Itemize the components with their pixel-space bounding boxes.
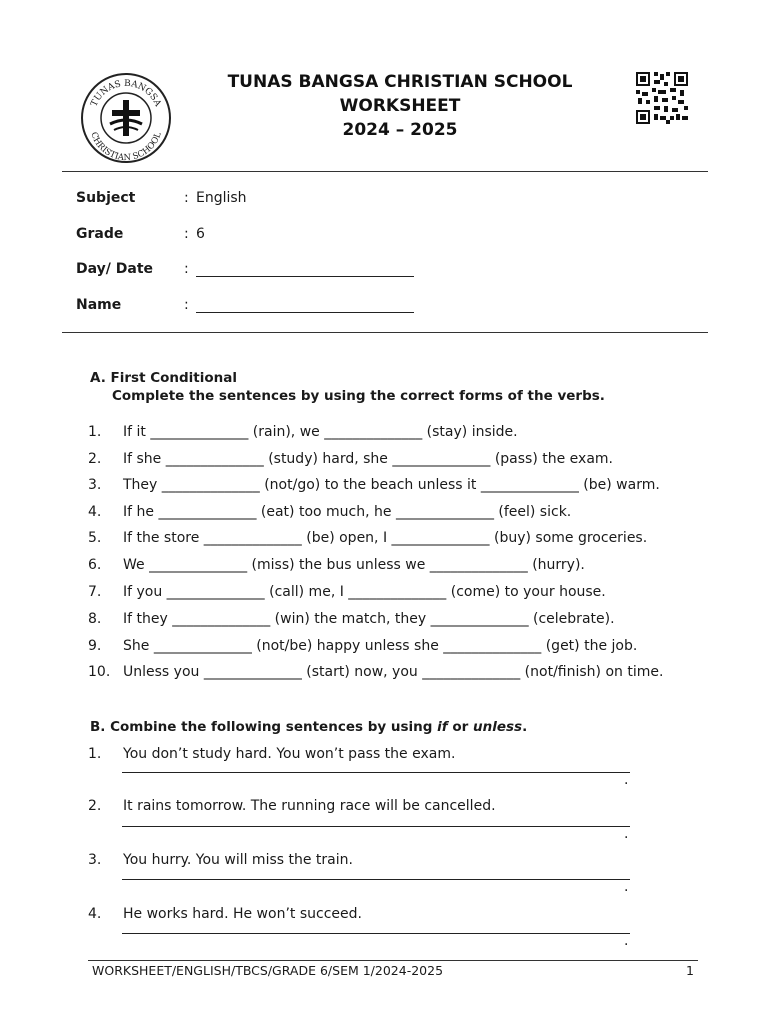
item-text: If you ______________ (call) me, I ______________ (come) to your house. [123,584,606,600]
answer-end-mark: . [624,772,629,788]
grade-label: Grade [76,226,124,242]
item-text: You don’t study hard. You won’t pass the exam. [123,746,456,762]
item-text: He works hard. He won’t succeed. [123,906,362,922]
school-logo [80,72,172,164]
doc-type: WORKSHEET [339,96,461,116]
grade-colon: : [184,226,189,242]
svg-text:TUNAS BANGSA: TUNAS BANGSA [89,78,163,109]
section-a-item [88,611,708,631]
item-text: They ______________ (not/go) to the beach unless it ______________ (be) warm. [123,477,660,493]
answer-line[interactable] [122,826,630,827]
section-a-item [88,424,708,444]
item-text: If they ______________ (win) the match, they ______________ (celebrate). [123,611,615,627]
item-number: 10. [88,664,111,680]
section-b-item [88,746,708,766]
section-b-heading-or: or [447,719,473,735]
date-row [76,261,676,281]
section-b-item [88,906,708,926]
grade-value: 6 [196,226,205,242]
section-a-item [88,557,708,577]
item-text: If it ______________ (rain), we ______________ (stay) inside. [123,424,518,440]
section-b-heading-end: . [522,719,528,735]
section-a-item [88,451,708,471]
section-a-instruction: Complete the sentences by using the correct forms of the verbs. [112,388,605,404]
date-input-line[interactable] [196,276,414,277]
header-title-block [200,70,600,142]
section-a-item [88,584,708,604]
qr-code-icon [636,72,688,124]
section-b-heading-unless: unless [472,719,523,735]
item-number: 3. [88,477,102,493]
item-text: If the store ______________ (be) open, I ______________ (buy) some groceries. [123,530,648,546]
svg-text:CHRISTIAN SCHOOL: CHRISTIAN SCHOOL [88,130,164,164]
item-number: 4. [88,504,102,520]
item-number: 3. [88,852,102,868]
item-text: She ______________ (not/be) happy unless she ______________ (get) the job. [123,638,638,654]
name-label: Name [76,297,122,313]
answer-end-mark: . [624,879,629,895]
item-number: 1. [88,746,102,762]
section-a-item [88,664,708,684]
item-number: 5. [88,530,102,546]
item-number: 7. [88,584,102,600]
subject-label: Subject [76,190,136,206]
item-text: You hurry. You will miss the train. [123,852,353,868]
answer-line[interactable] [122,879,630,880]
item-number: 2. [88,451,102,467]
section-b-item [88,798,708,818]
item-text: If she ______________ (study) hard, she ______________ (pass) the exam. [123,451,613,467]
item-text: We ______________ (miss) the bus unless we ______________ (hurry). [123,557,585,573]
answer-line[interactable] [122,933,630,934]
footer-divider [88,960,698,961]
section-a-heading: A. First Conditional [90,370,238,386]
item-text: If he ______________ (eat) too much, he ______________ (feel) sick. [123,504,572,520]
item-text: It rains tomorrow. The running race will be cancelled. [123,798,496,814]
footer-code: WORKSHEET/ENGLISH/TBCS/GRADE 6/SEM 1/2024-2025 [92,963,444,978]
info-divider [62,332,708,333]
item-number: 4. [88,906,102,922]
section-b-heading [90,719,527,735]
section-a-item [88,477,708,497]
header-divider [62,171,708,172]
item-number: 1. [88,424,102,440]
date-colon: : [184,261,189,277]
grade-row [76,226,676,246]
item-number: 6. [88,557,102,573]
item-number: 8. [88,611,102,627]
section-b-heading-prefix: B. Combine the following sentences by using [90,719,438,735]
item-number: 2. [88,798,102,814]
school-year: 2024 – 2025 [342,120,458,140]
item-number: 9. [88,638,102,654]
name-colon: : [184,297,189,313]
answer-end-mark: . [624,826,629,842]
subject-value: English [196,190,247,206]
section-b-heading-if: if [437,719,448,735]
answer-end-mark: . [624,933,629,949]
section-b-item [88,852,708,872]
school-name: TUNAS BANGSA CHRISTIAN SCHOOL [227,72,573,92]
name-row [76,297,676,317]
page-number: 1 [686,963,694,978]
date-label: Day/ Date [76,261,154,277]
name-input-line[interactable] [196,312,414,313]
item-text: Unless you ______________ (start) now, you ______________ (not/finish) on time. [123,664,664,680]
subject-row [76,190,676,210]
section-a-item [88,504,708,524]
section-a-item [88,530,708,550]
subject-colon: : [184,190,189,206]
answer-line[interactable] [122,772,630,773]
section-a-item [88,638,708,658]
